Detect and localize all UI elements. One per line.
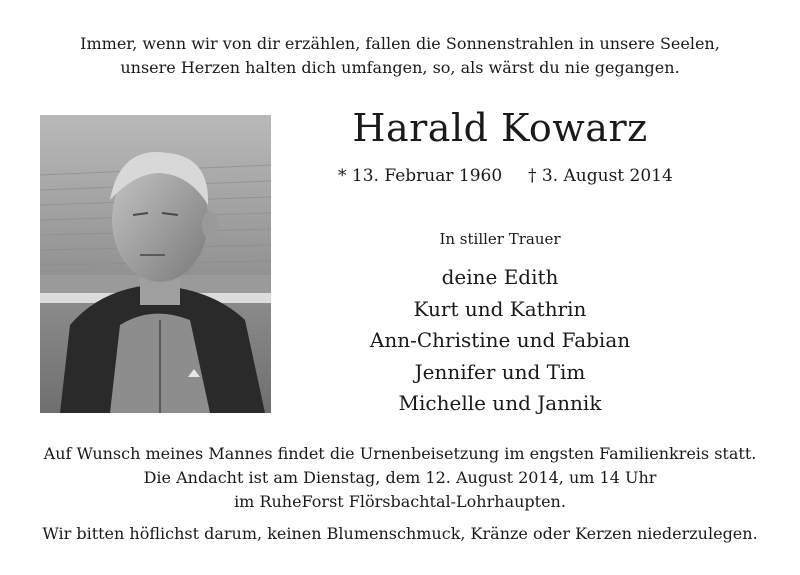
deceased-name: Harald Kowarz [352,106,648,150]
portrait-photo [40,115,271,413]
mourning-intro: In stiller Trauer [439,230,561,248]
intro-line-2: unsere Herzen halten dich umfangen, so, als wärst du nie gegangen. [120,58,680,77]
mourner-name: Ann-Christine und Fabian [369,328,631,352]
birth-date: * 13. Februar 1960 [338,166,503,186]
intro-line-1: Immer, wenn wir von dir erzählen, fallen die Sonnenstrahlen in unsere Seelen, [80,34,720,53]
service-info-line-3: im RuheForst Flörsbachtal-Lohrhaupten. [234,492,566,511]
mourner-name: Michelle und Jannik [398,391,602,415]
mourner-name: Kurt und Kathrin [413,296,587,321]
mourners-list [300,262,700,420]
service-info-line-1: Auf Wunsch meines Mannes findet die Urnenbeisetzung im engsten Familienkreis statt. [43,444,757,463]
no-flowers-request: Wir bitten höflichst darum, keinen Blumenschmuck, Kränze oder Kerzen niederzulegen. [42,524,758,543]
death-date: † 3. August 2014 [528,166,673,186]
mourner-name: deine Edith [441,265,559,289]
mourner-name: Jennifer und Tim [414,359,586,384]
intro-verse [0,32,800,80]
service-info-line-2: Die Andacht ist am Dienstag, dem 12. August 2014, um 14 Uhr [143,468,657,487]
service-info [0,442,800,514]
